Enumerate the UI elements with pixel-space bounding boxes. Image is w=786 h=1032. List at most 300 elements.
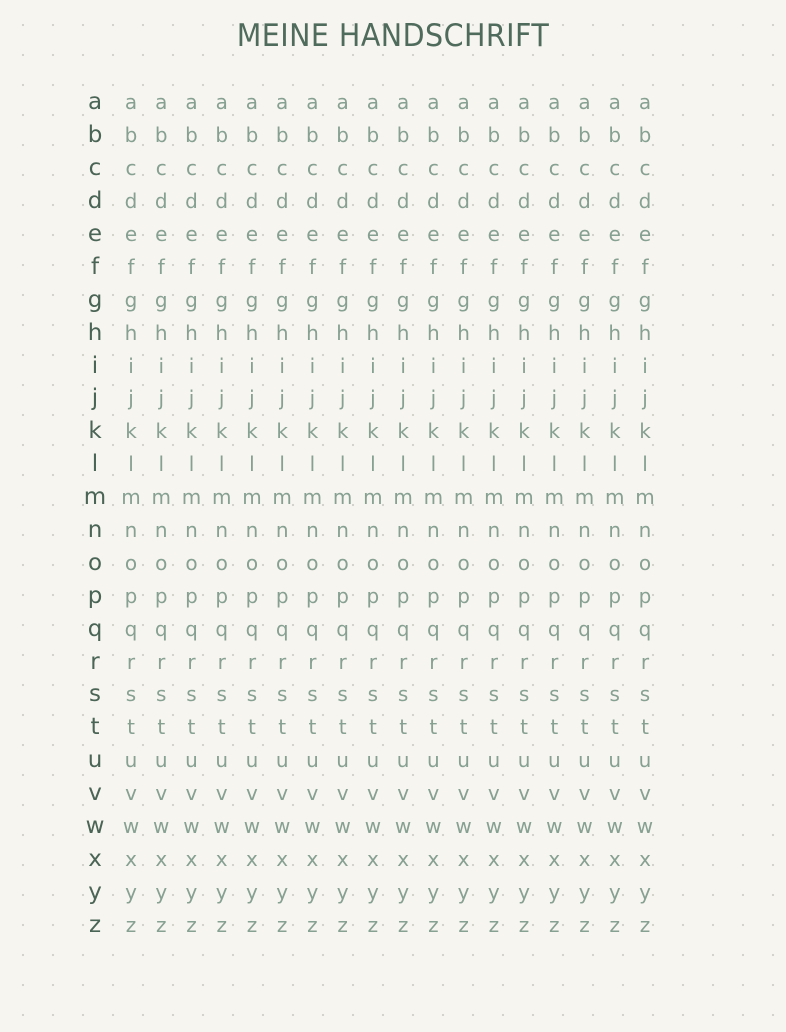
practice-letter: y (306, 879, 319, 904)
practice-letter: f (187, 254, 195, 279)
practice-letter: q (487, 616, 501, 641)
practice-letter: j (279, 386, 285, 411)
lead-letter: h (87, 319, 103, 346)
practice-letter: p (578, 583, 591, 608)
practice-letter: n (306, 518, 319, 543)
practice-letters (110, 485, 660, 509)
practice-letter: u (457, 748, 470, 773)
practice-letter: y (366, 879, 379, 904)
lead-letter: m (83, 484, 107, 511)
practice-letter: r (278, 649, 287, 674)
practice-letter: p (306, 583, 319, 608)
practice-letter: d (547, 189, 561, 214)
practice-letter: x (548, 846, 561, 871)
practice-letter: c (367, 156, 379, 181)
practice-letter: e (306, 222, 319, 246)
practice-letter: d (124, 189, 138, 214)
practice-letter: l (400, 452, 406, 477)
practice-letter: b (124, 123, 138, 148)
practice-letters (110, 386, 660, 410)
practice-letter: l (279, 452, 285, 477)
practice-letter: c (246, 156, 258, 181)
practice-letter: g (457, 287, 470, 312)
practice-letter: w (334, 814, 351, 839)
practice-letter: r (640, 649, 650, 674)
practice-letter: e (517, 222, 531, 246)
practice-letter: u (215, 748, 229, 773)
practice-letter: q (185, 616, 198, 641)
practice-letter: a (276, 90, 289, 115)
practice-letters (110, 321, 660, 345)
practice-letter: o (155, 550, 168, 575)
practice-letter: w (485, 814, 502, 839)
practice-letter: a (517, 90, 531, 115)
practice-letter: f (248, 254, 256, 279)
practice-letter: b (608, 123, 622, 148)
practice-letters (110, 419, 660, 443)
practice-letter: l (491, 452, 497, 477)
practice-letters (110, 189, 660, 213)
practice-letter: h (275, 320, 289, 345)
practice-letter: k (578, 419, 591, 444)
practice-letters (110, 354, 660, 378)
letter-row (80, 481, 660, 514)
practice-letter: y (155, 879, 168, 904)
practice-letter: z (639, 912, 651, 937)
letter-row (80, 185, 660, 218)
letter-row (80, 744, 660, 777)
practice-letter: d (396, 189, 410, 214)
practice-letter: c (125, 156, 137, 181)
practice-letter: c (276, 156, 288, 181)
practice-letter: q (517, 616, 531, 641)
lead-letter: a (87, 89, 103, 116)
practice-letter: j (581, 386, 588, 411)
practice-letter: x (246, 846, 258, 871)
practice-letter: p (608, 583, 622, 608)
practice-letter: r (398, 649, 408, 674)
practice-letter: v (125, 781, 137, 806)
practice-letter: n (578, 518, 591, 543)
practice-letter: p (426, 583, 440, 608)
letter-row (80, 810, 660, 843)
practice-letter: s (579, 682, 590, 707)
letter-row (80, 645, 660, 678)
practice-letter: k (125, 419, 137, 444)
practice-letter: v (639, 781, 651, 806)
practice-letter: i (279, 353, 285, 378)
practice-letter: q (154, 616, 168, 641)
practice-letter: v (457, 781, 470, 806)
practice-letter: w (576, 814, 593, 839)
practice-letter: s (639, 682, 651, 707)
practice-letter: e (638, 222, 652, 246)
practice-letters (110, 781, 660, 805)
practice-letter: k (215, 419, 228, 444)
practice-letter: l (611, 452, 618, 477)
practice-letter: e (215, 222, 228, 246)
practice-letter: y (518, 879, 530, 904)
practice-letter: m (242, 485, 262, 510)
practice-letters (110, 682, 660, 706)
lead-letter: n (87, 517, 103, 544)
practice-letter: x (518, 846, 530, 871)
practice-letter: u (578, 748, 591, 773)
practice-letter: o (124, 550, 138, 575)
practice-letter: b (547, 123, 561, 148)
practice-letter: d (517, 189, 531, 214)
practice-letter: a (578, 90, 591, 115)
practice-letter: p (547, 583, 561, 608)
practice-letter: v (336, 781, 349, 806)
practice-letter: k (276, 419, 288, 444)
practice-letter: b (457, 123, 470, 148)
practice-letter: b (336, 123, 349, 148)
practice-letter: g (275, 287, 289, 312)
practice-letter: v (548, 781, 561, 806)
practice-letter: n (366, 518, 380, 543)
practice-letter: c (458, 156, 470, 181)
practice-letter: k (397, 419, 409, 444)
practice-letter: n (487, 518, 501, 543)
practice-letter: k (518, 419, 530, 444)
practice-letters (110, 123, 660, 147)
letter-row (80, 415, 660, 448)
practice-letter: a (457, 90, 470, 115)
practice-letter: g (185, 287, 198, 312)
practice-letter: h (185, 320, 198, 345)
lead-letter: w (85, 813, 105, 840)
letter-row (80, 842, 660, 875)
letter-row (80, 218, 660, 251)
practice-letter: o (427, 550, 440, 575)
practice-letter: v (185, 781, 198, 806)
lead-letter: k (88, 418, 102, 445)
practice-letter: r (459, 649, 468, 674)
practice-letter: u (275, 748, 289, 773)
practice-letter: p (638, 583, 652, 608)
practice-letter: d (366, 189, 380, 214)
practice-letter: d (275, 189, 289, 214)
practice-letter: q (547, 616, 561, 641)
practice-letter: e (245, 222, 259, 246)
practice-letter: m (363, 485, 383, 510)
practice-letter: p (396, 583, 410, 608)
practice-letter: t (580, 715, 589, 740)
lead-letter: g (87, 286, 103, 313)
practice-letter: p (517, 583, 531, 608)
practice-letter: l (460, 452, 467, 477)
practice-letters (110, 814, 660, 838)
practice-letter: k (367, 419, 379, 444)
practice-letter: w (243, 814, 261, 839)
practice-letter: d (457, 189, 470, 214)
practice-letter: o (366, 550, 379, 575)
practice-letter: n (547, 518, 561, 543)
practice-letter: g (487, 287, 501, 312)
practice-letter: m (423, 485, 444, 510)
practice-letter: g (336, 287, 349, 312)
practice-letter: m (151, 485, 171, 510)
practice-letter: s (609, 682, 620, 707)
practice-letter: w (304, 814, 321, 839)
practice-letter: f (127, 254, 135, 279)
practice-letter: j (218, 386, 225, 411)
practice-letter: s (276, 682, 288, 707)
practice-letter: j (158, 386, 165, 411)
lead-letter: p (87, 582, 103, 609)
practice-letter: v (578, 781, 591, 806)
practice-letter: e (276, 222, 289, 246)
practice-letter: c (337, 156, 349, 181)
practice-letter: l (188, 452, 195, 477)
practice-letter: e (427, 222, 440, 246)
practice-letter: h (306, 320, 319, 345)
practice-letter: e (548, 222, 561, 246)
practice-letter: c (488, 156, 500, 181)
practice-letter: k (548, 419, 561, 444)
practice-letter: e (366, 222, 380, 246)
practice-letter: r (610, 649, 619, 674)
practice-letter: j (551, 386, 558, 411)
lead-letter: x (88, 845, 102, 872)
practice-letter: g (154, 287, 168, 312)
practice-letter: v (397, 781, 410, 806)
practice-letter: j (128, 386, 134, 411)
practice-letters (110, 518, 660, 542)
practice-letter: z (428, 912, 439, 937)
practice-letter: a (548, 90, 561, 115)
practice-letter: c (427, 156, 439, 181)
practice-letter: i (581, 353, 588, 378)
practice-letter: v (608, 781, 621, 806)
practice-letter: k (185, 419, 198, 444)
practice-letter: c (639, 156, 651, 181)
practice-letter: t (278, 715, 287, 740)
practice-letter: i (339, 353, 346, 378)
practice-letter: o (396, 550, 410, 575)
practice-letter: f (399, 254, 407, 279)
practice-letter: q (426, 616, 440, 641)
practice-letters (110, 452, 660, 476)
practice-letter: z (458, 912, 469, 937)
practice-letter: j (188, 386, 195, 411)
practice-letter: v (215, 781, 228, 806)
practice-letter: f (369, 254, 377, 279)
practice-letter: f (611, 254, 619, 279)
practice-letter: q (245, 616, 259, 641)
practice-letter: o (548, 550, 561, 575)
practice-letter: w (153, 814, 170, 839)
letter-row (80, 86, 660, 119)
practice-letter: u (638, 748, 652, 773)
practice-letter: n (517, 518, 531, 543)
practice-letter: f (339, 254, 347, 279)
practice-letter: o (608, 550, 621, 575)
practice-letter: r (580, 649, 589, 674)
practice-letter: h (578, 320, 591, 345)
practice-letter: r (338, 649, 347, 674)
practice-letter: g (608, 287, 622, 312)
practice-letter: o (487, 550, 500, 575)
practice-letter: v (306, 781, 319, 806)
practice-letter: o (245, 550, 259, 575)
practice-letter: l (581, 452, 588, 477)
practice-letter: b (426, 123, 440, 148)
practice-letter: e (396, 222, 410, 246)
letter-row (80, 875, 660, 908)
lead-letter: o (87, 549, 103, 576)
practice-letter: q (578, 616, 591, 641)
practice-letter: l (339, 452, 346, 477)
practice-letter: l (249, 452, 255, 477)
practice-letter: q (124, 616, 138, 641)
practice-letter: x (125, 846, 137, 871)
letter-row (80, 514, 660, 547)
practice-letter: a (155, 90, 168, 115)
practice-letter: l (551, 452, 558, 477)
practice-letter: r (187, 649, 196, 674)
practice-letter: d (487, 189, 501, 214)
practice-letter: l (642, 452, 648, 477)
practice-letter: g (366, 287, 380, 312)
practice-letter: m (272, 485, 292, 510)
practice-letter: r (519, 649, 529, 674)
practice-letter: w (394, 814, 412, 839)
practice-letter: r (157, 649, 166, 674)
letter-row (80, 349, 660, 382)
practice-letter: k (246, 419, 258, 444)
practice-letter: d (154, 189, 168, 214)
practice-letter: z (579, 912, 590, 937)
practice-letter: j (642, 386, 648, 411)
practice-letter: h (608, 320, 622, 345)
practice-letter: h (547, 320, 561, 345)
practice-letter: i (521, 353, 527, 378)
practice-letter: i (188, 353, 195, 378)
practice-letter: h (245, 320, 259, 345)
practice-letter: s (549, 682, 560, 707)
practice-letter: d (215, 189, 229, 214)
practice-letter: g (578, 287, 591, 312)
practice-letter: a (336, 90, 349, 115)
practice-letter: n (336, 518, 349, 543)
practice-letter: x (276, 846, 289, 871)
practice-letter: u (366, 748, 380, 773)
practice-letter: f (278, 254, 286, 279)
practice-letters (110, 288, 660, 312)
practice-letter: w (455, 814, 472, 839)
practice-letter: a (185, 90, 198, 115)
lead-letter: c (88, 155, 102, 182)
practice-letter: v (427, 781, 440, 806)
practice-letter: j (249, 386, 255, 411)
practice-letter: t (610, 715, 619, 740)
practice-letter: q (306, 616, 319, 641)
practice-letter: h (427, 320, 440, 345)
practice-letter: a (245, 90, 259, 115)
letter-row (80, 579, 660, 612)
practice-letter: r (126, 649, 136, 674)
practice-letter: k (155, 419, 168, 444)
practice-letter: o (638, 550, 652, 575)
practice-letter: r (217, 649, 226, 674)
practice-letter: n (396, 518, 410, 543)
practice-letter: x (336, 846, 349, 871)
practice-letter: u (154, 748, 168, 773)
practice-letter: z (155, 912, 167, 937)
practice-letter: b (638, 123, 652, 148)
practice-letter: k (427, 419, 440, 444)
practice-letter: t (308, 715, 317, 740)
practice-letter: h (215, 320, 229, 345)
practice-letter: c (397, 156, 409, 181)
practice-letter: i (491, 353, 497, 378)
practice-letter: g (638, 287, 652, 312)
practice-letter: u (427, 748, 440, 773)
practice-letter: m (635, 485, 655, 510)
lead-letter: f (90, 253, 100, 280)
practice-letters (110, 650, 660, 674)
lead-letter: s (89, 681, 101, 708)
practice-letter: u (245, 748, 259, 773)
practice-letter: g (306, 287, 319, 312)
practice-letter: l (521, 452, 527, 477)
practice-letter: o (517, 550, 531, 575)
practice-letter: j (611, 386, 618, 411)
practice-letter: c (609, 156, 621, 181)
practice-letter: j (430, 386, 437, 411)
practice-letter: j (400, 386, 406, 411)
practice-letter: v (487, 781, 500, 806)
practice-letter: b (185, 123, 198, 148)
practice-letter: z (367, 912, 379, 937)
practice-letter: w (425, 814, 442, 839)
practice-letter: i (460, 353, 467, 378)
practice-letters (110, 748, 660, 772)
practice-letter: y (246, 879, 258, 904)
practice-letter: g (396, 287, 410, 312)
practice-letter: b (245, 123, 259, 148)
practice-letter: d (306, 189, 319, 214)
practice-letter: y (427, 879, 440, 904)
practice-letter: f (550, 254, 558, 279)
practice-letter: j (339, 386, 346, 411)
practice-letter: e (185, 222, 198, 246)
practice-letter: b (275, 123, 289, 148)
practice-letter: o (578, 550, 591, 575)
practice-letter: p (275, 583, 289, 608)
practice-letter: l (430, 452, 437, 477)
practice-letter: e (578, 222, 591, 246)
practice-letter: e (457, 222, 470, 246)
practice-letter: t (157, 715, 166, 740)
practice-letter: i (309, 353, 316, 378)
practice-letter: m (181, 485, 202, 510)
practice-letter: x (185, 846, 198, 871)
practice-letter: y (125, 879, 137, 904)
practice-letter: t (248, 715, 256, 740)
lead-letter: d (87, 188, 103, 215)
practice-letters (110, 90, 660, 114)
practice-letter: u (487, 748, 501, 773)
practice-letter: s (488, 682, 500, 707)
practice-letter: a (487, 90, 500, 115)
practice-letter: m (605, 485, 625, 510)
practice-letter: e (487, 222, 500, 246)
practice-letters (110, 617, 660, 641)
practice-letter: o (185, 550, 198, 575)
